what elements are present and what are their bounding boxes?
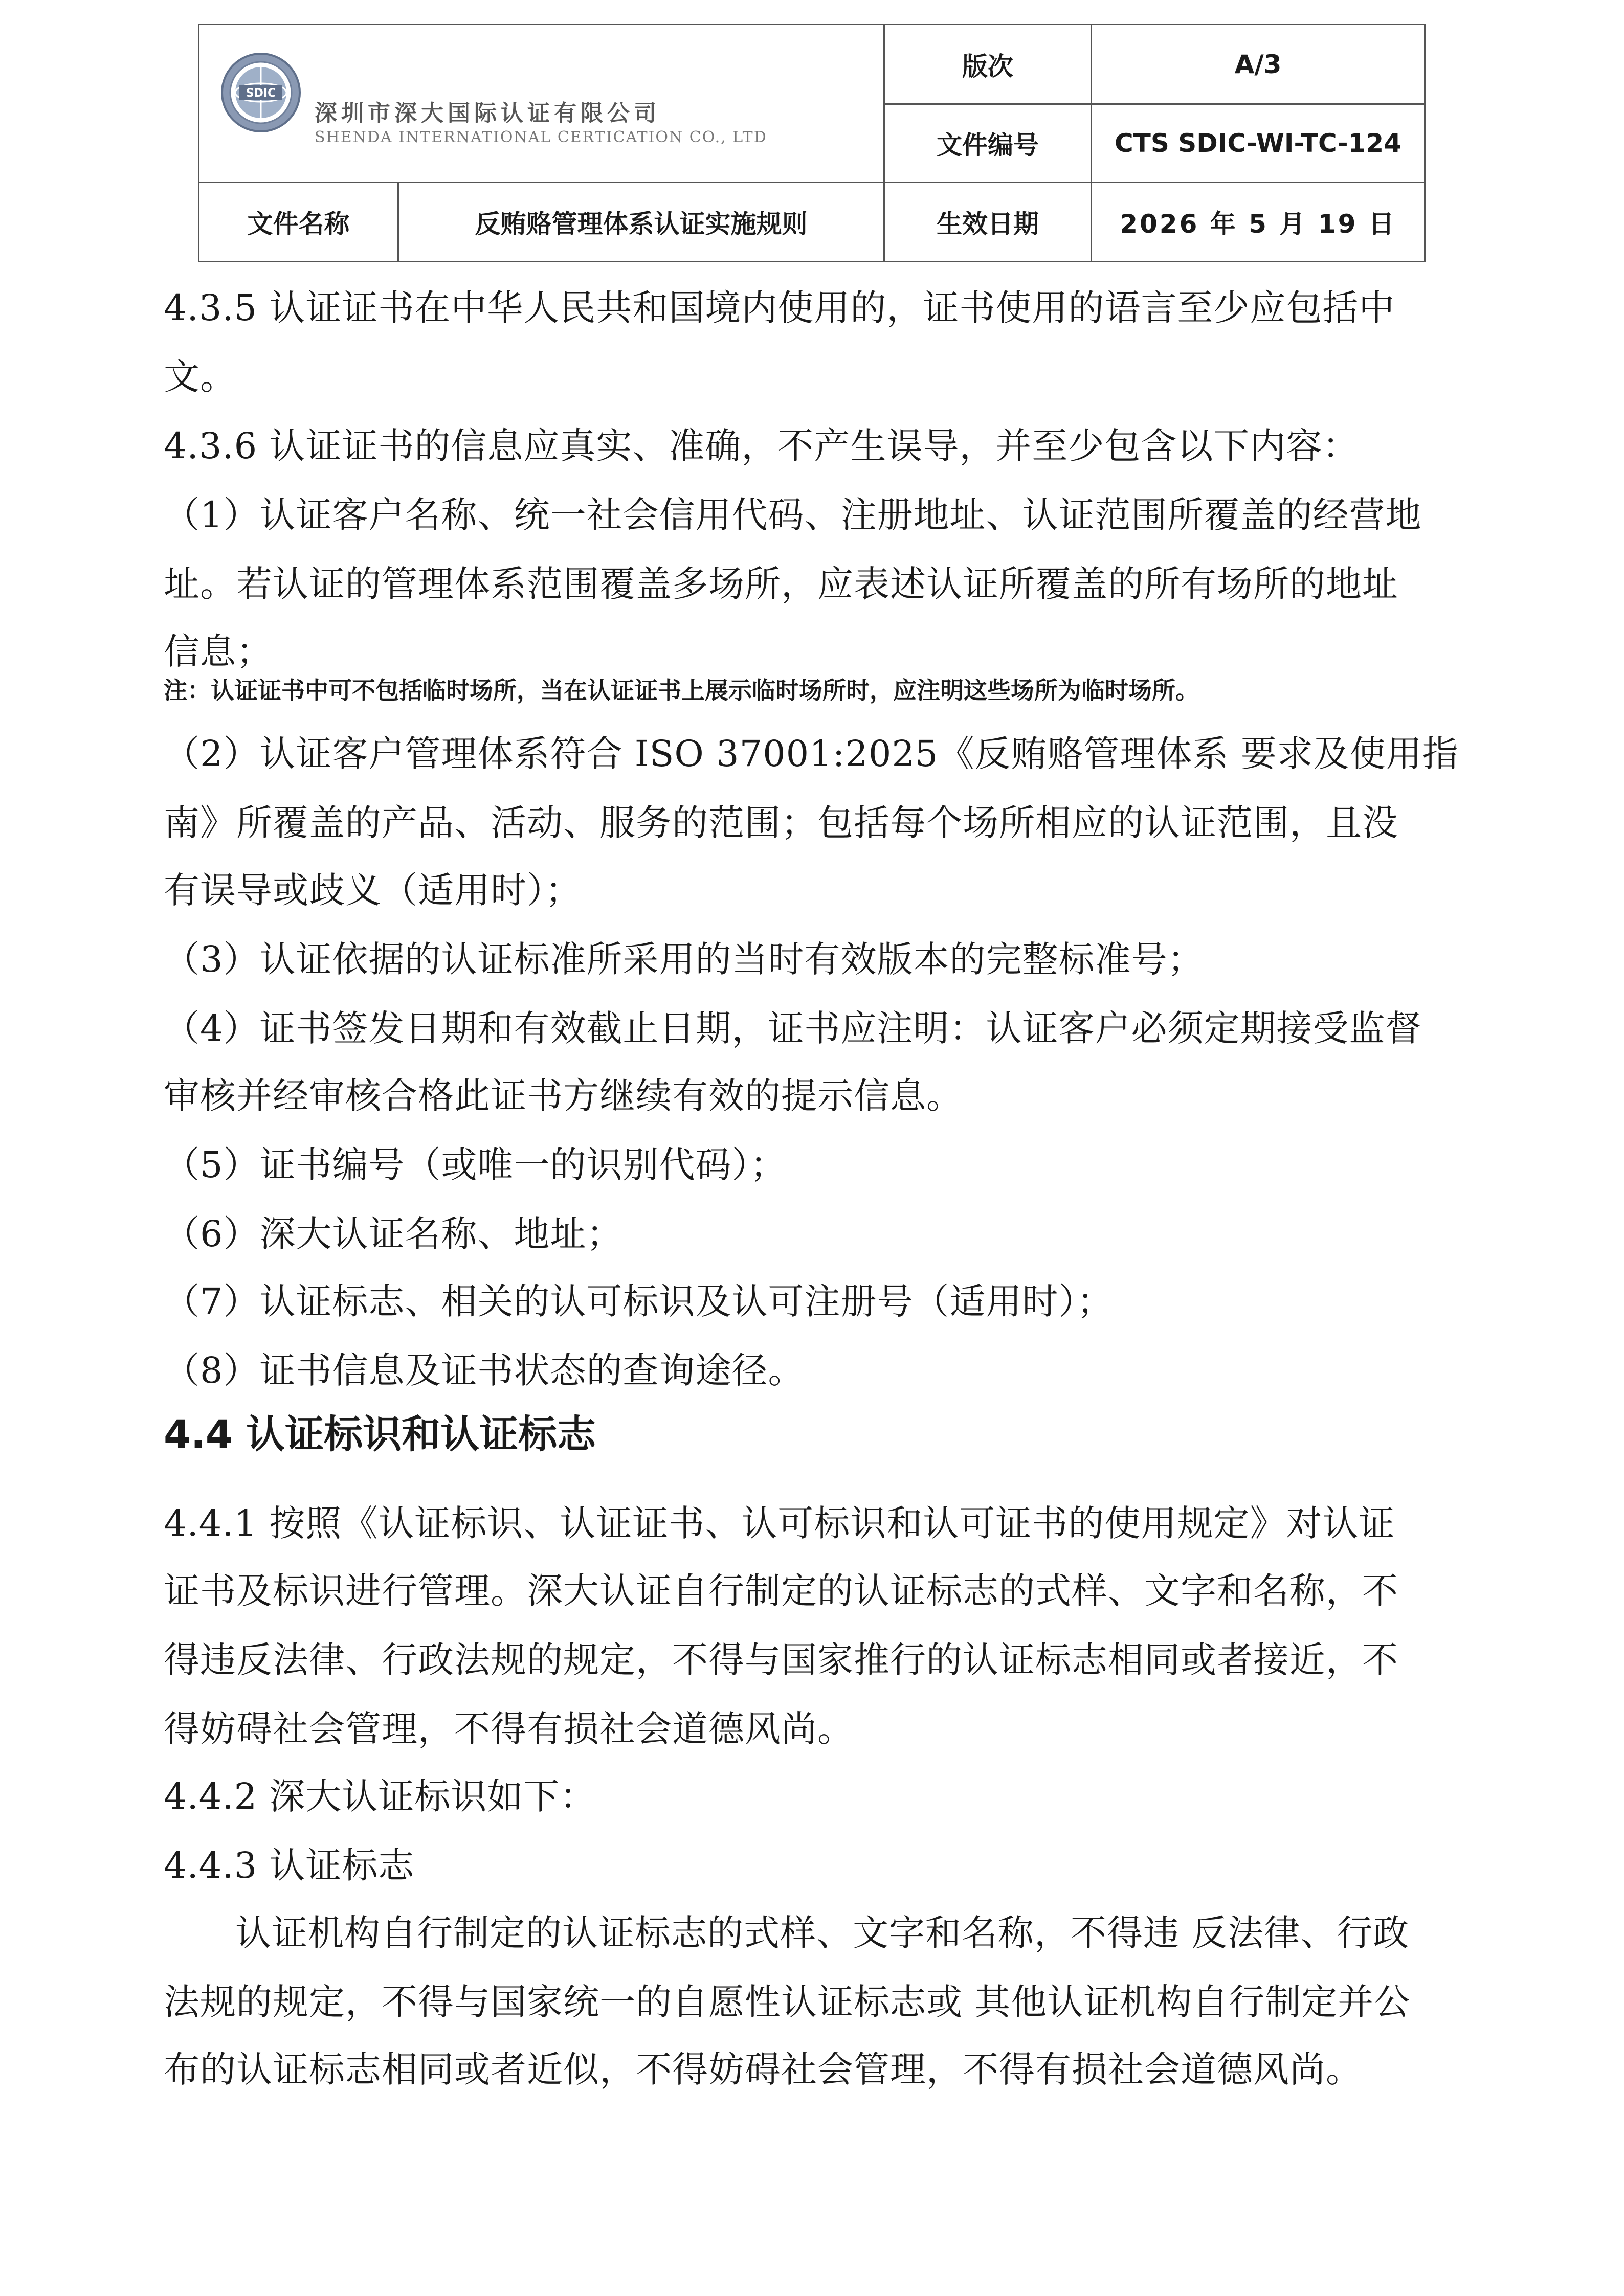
paragraph-line: 4.3.6 认证证书的信息应真实、准确，不产生误导，并至少包含以下内容：	[164, 425, 1359, 467]
section-heading: 4.4 认证标识和认证标志	[164, 1411, 596, 1457]
document-name-label: 文件名称	[247, 209, 350, 239]
document-number-label: 文件编号	[937, 130, 1039, 160]
version-label: 版次	[962, 51, 1013, 81]
paragraph-line: 4.4.3 认证标志	[164, 1844, 415, 1886]
list-item-line: （1）认证客户名称、统一社会信用代码、注册地址、认证范围所覆盖的经营地	[164, 494, 1422, 536]
list-item-line: （3）认证依据的认证标准所采用的当时有效版本的完整标准号；	[164, 938, 1204, 980]
note-text: 注：认证证书中可不包括临时场所，当在认证证书上展示临时场所时，应注明这些场所为临时场所。	[164, 677, 1199, 704]
paragraph-line: 得妨碍社会管理，不得有损社会道德风尚。	[164, 1708, 854, 1750]
paragraph-line: 得违反法律、行政法规的规定，不得与国家推行的认证标志相同或者接近，不	[164, 1639, 1398, 1681]
list-item-line: 信息；	[164, 631, 273, 672]
paragraph-line: 布的认证标志相同或者近似，不得妨碍社会管理，不得有损社会道德风尚。	[164, 2049, 1362, 2090]
document-header-table	[198, 24, 1426, 262]
effective-date-value: 2026 年 5 月 19 日	[1120, 209, 1396, 239]
document-number-value: CTS SDIC-WI-TC-124	[1115, 128, 1401, 158]
paragraph-line: 4.3.5 认证证书在中华人民共和国境内使用的，证书使用的语言至少应包括中	[164, 287, 1395, 329]
company-emblem-icon	[220, 52, 302, 133]
list-item-line: 有误导或歧义（适用时）；	[164, 869, 582, 911]
list-item-line: （2）认证客户管理体系符合 ISO 37001:2025《反贿赂管理体系 要求及使用指	[164, 733, 1459, 775]
list-item-line: 南》所覆盖的产品、活动、服务的范围；包括每个场所相应的认证范围，且没	[164, 802, 1398, 844]
list-item-line: （7）认证标志、相关的认可标识及认可注册号（适用时）；	[164, 1280, 1114, 1322]
list-item-line: （5）证书编号（或唯一的识别代码）；	[164, 1144, 787, 1186]
svg-text:SDIC: SDIC	[246, 87, 276, 100]
list-item-line: 址。若认证的管理体系范围覆盖多场所，应表述认证所覆盖的所有场所的地址	[164, 563, 1398, 605]
paragraph-line: 认证机构自行制定的认证标志的式样、文字和名称，不得违 反法律、行政	[235, 1912, 1410, 1954]
paragraph-line: 4.4.1 按照《认证标识、认证证书、认可标识和认可证书的使用规定》对认证	[164, 1502, 1395, 1544]
list-item-line: （8）证书信息及证书状态的查询途径。	[164, 1349, 805, 1391]
paragraph-line: 法规的规定，不得与国家统一的自愿性认证标志或 其他认证机构自行制定并公	[164, 1981, 1411, 2023]
company-logo	[220, 52, 854, 154]
version-value: A/3	[1234, 49, 1282, 79]
company-name-en: SHENDA INTERNATIONAL CERTICATION CO., LTD	[315, 128, 767, 146]
list-item-line: （4）证书签发日期和有效截止日期，证书应注明：认证客户必须定期接受监督	[164, 1007, 1422, 1049]
list-item-line: （6）深大认证名称、地址；	[164, 1213, 623, 1255]
paragraph-line: 文。	[164, 356, 236, 398]
paragraph-line: 证书及标识进行管理。深大认证自行制定的认证标志的式样、文字和名称，不	[164, 1570, 1398, 1612]
document-name-value: 反贿赂管理体系认证实施规则	[475, 209, 808, 239]
effective-date-label: 生效日期	[937, 209, 1039, 239]
list-item-line: 审核并经审核合格此证书方继续有效的提示信息。	[164, 1075, 963, 1117]
paragraph-line: 4.4.2 深大认证标识如下：	[164, 1775, 596, 1817]
company-name-cn: 深圳市深大国际认证有限公司	[315, 100, 660, 126]
